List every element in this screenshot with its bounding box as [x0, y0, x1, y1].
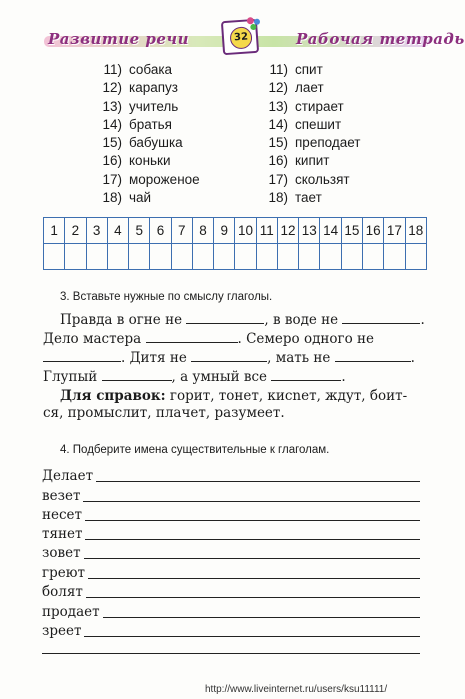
grid-header-row [44, 218, 427, 244]
grid-number: 4 [107, 218, 128, 244]
list-item: 17) скользят [268, 171, 350, 187]
grid-answer-cell[interactable] [362, 244, 383, 270]
grid-answer-cell[interactable] [384, 244, 405, 270]
verb-line: греют [42, 561, 420, 581]
list-item: 12) лает [268, 80, 324, 96]
list-item: 16) коньки [102, 153, 171, 169]
answer-grid [43, 217, 427, 270]
blank-field[interactable] [342, 312, 420, 324]
exercise-3-line-1: Правда в огне не , в воде не . [60, 312, 425, 328]
exercise-3-line-2: Дело мастера . Семеро одного не [43, 331, 375, 347]
grid-number: 13 [299, 218, 320, 244]
grid-answer-cell[interactable] [107, 244, 128, 270]
grid-answer-cell[interactable] [171, 244, 192, 270]
exercise-3-line-4: Глупый , а умный все . [43, 369, 346, 385]
grid-number: 10 [235, 218, 256, 244]
exercise-3-title: 3. Вставьте нужные по смыслу глаголы. [60, 291, 273, 303]
list-item: 17) мороженое [102, 171, 200, 187]
grid-answer-cell[interactable] [44, 244, 65, 270]
verb-line: везет [42, 484, 420, 504]
answer-line[interactable] [84, 547, 420, 559]
list-item: 13) учитель [102, 98, 179, 114]
grid-answer-cell[interactable] [86, 244, 107, 270]
grid-answer-cell[interactable] [299, 244, 320, 270]
list-item: 16) кипит [268, 153, 330, 169]
grid-answer-cell[interactable] [150, 244, 171, 270]
grid-number: 17 [384, 218, 405, 244]
exercise-4-title: 4. Подберите имена существительные к глаголам. [60, 444, 330, 456]
grid-number: 9 [214, 218, 235, 244]
list-item: 11) собака [103, 62, 173, 77]
grid-number: 18 [405, 218, 426, 244]
verb-line: зреет [42, 619, 420, 639]
list-item: 18) чай [102, 190, 152, 206]
grid-answer-cell[interactable] [341, 244, 362, 270]
list-item: 14) спешит [268, 116, 342, 132]
list-item: 18) тает [268, 190, 322, 206]
list-item: 14) братья [102, 116, 172, 132]
grid-number: 12 [277, 218, 298, 244]
answer-line[interactable] [85, 528, 420, 540]
verb-line: тянет [42, 522, 420, 542]
hint-label: Для справок: [60, 388, 166, 404]
list-item: 15) бабушка [102, 135, 183, 151]
answer-line[interactable] [88, 567, 420, 579]
grid-answer-cell[interactable] [320, 244, 341, 270]
page-number: 32 [229, 26, 252, 49]
list-item: 15) преподает [268, 135, 361, 151]
grid-number: 7 [171, 218, 192, 244]
verb-line: Делает [42, 464, 420, 484]
blank-field[interactable] [146, 331, 238, 343]
list-item: 12) карапуз [102, 80, 178, 96]
grid-number: 16 [362, 218, 383, 244]
blank-field[interactable] [102, 369, 172, 381]
header-left-title: Развитие речи [48, 30, 190, 48]
blank-field[interactable] [271, 369, 341, 381]
grid-answer-cell[interactable] [65, 244, 86, 270]
exercise-3-hint-line-1: Для справок: горит, тонет, кисnет, ждут, боит- [60, 388, 408, 404]
grid-number: 3 [86, 218, 107, 244]
blank-field[interactable] [335, 350, 411, 362]
verb-line: несет [42, 503, 420, 523]
answer-line[interactable] [103, 606, 420, 618]
grid-answer-cell[interactable] [235, 244, 256, 270]
verb-line: болят [42, 580, 420, 600]
grid-number: 2 [65, 218, 86, 244]
blank-field[interactable] [191, 350, 267, 362]
grid-answer-cell[interactable] [192, 244, 213, 270]
blank-field[interactable] [186, 312, 264, 324]
grid-number: 1 [44, 218, 65, 244]
header-right-title: Рабочая тетрадь [296, 30, 465, 48]
verbs-list [262, 62, 360, 208]
grid-number: 6 [150, 218, 171, 244]
page-header [0, 0, 465, 64]
answer-line[interactable] [42, 642, 420, 654]
grid-answer-cell[interactable] [256, 244, 277, 270]
exercise-3-line-3: . Дитя не , мать не . [43, 350, 415, 366]
exercise-3-hint-line-2: ся, промыслит, плачет, разумеет. [43, 405, 285, 421]
footer-url[interactable]: http://www.liveinternet.ru/users/ksu11111/ [205, 684, 388, 695]
answer-line[interactable] [86, 586, 420, 598]
decorative-balls-icon [247, 17, 262, 32]
grid-answer-cell[interactable] [405, 244, 426, 270]
grid-answer-cell[interactable] [277, 244, 298, 270]
grid-number: 14 [320, 218, 341, 244]
verb-line: продает [42, 600, 420, 620]
grid-answer-row [44, 244, 427, 270]
page-number-badge [221, 19, 259, 55]
list-item: 13) стирает [268, 98, 344, 114]
blank-field[interactable] [43, 350, 121, 362]
list-item: 11) спит [269, 62, 323, 77]
answer-line[interactable] [83, 490, 420, 502]
verb-line: зовет [42, 541, 420, 561]
grid-number: 5 [129, 218, 150, 244]
answer-line[interactable] [85, 509, 420, 521]
grid-number: 8 [192, 218, 213, 244]
grid-number: 15 [341, 218, 362, 244]
verb-line-extra [42, 636, 420, 656]
grid-answer-cell[interactable] [214, 244, 235, 270]
grid-answer-cell[interactable] [129, 244, 150, 270]
answer-line[interactable] [96, 470, 420, 482]
nouns-list [96, 62, 200, 208]
grid-number: 11 [256, 218, 277, 244]
